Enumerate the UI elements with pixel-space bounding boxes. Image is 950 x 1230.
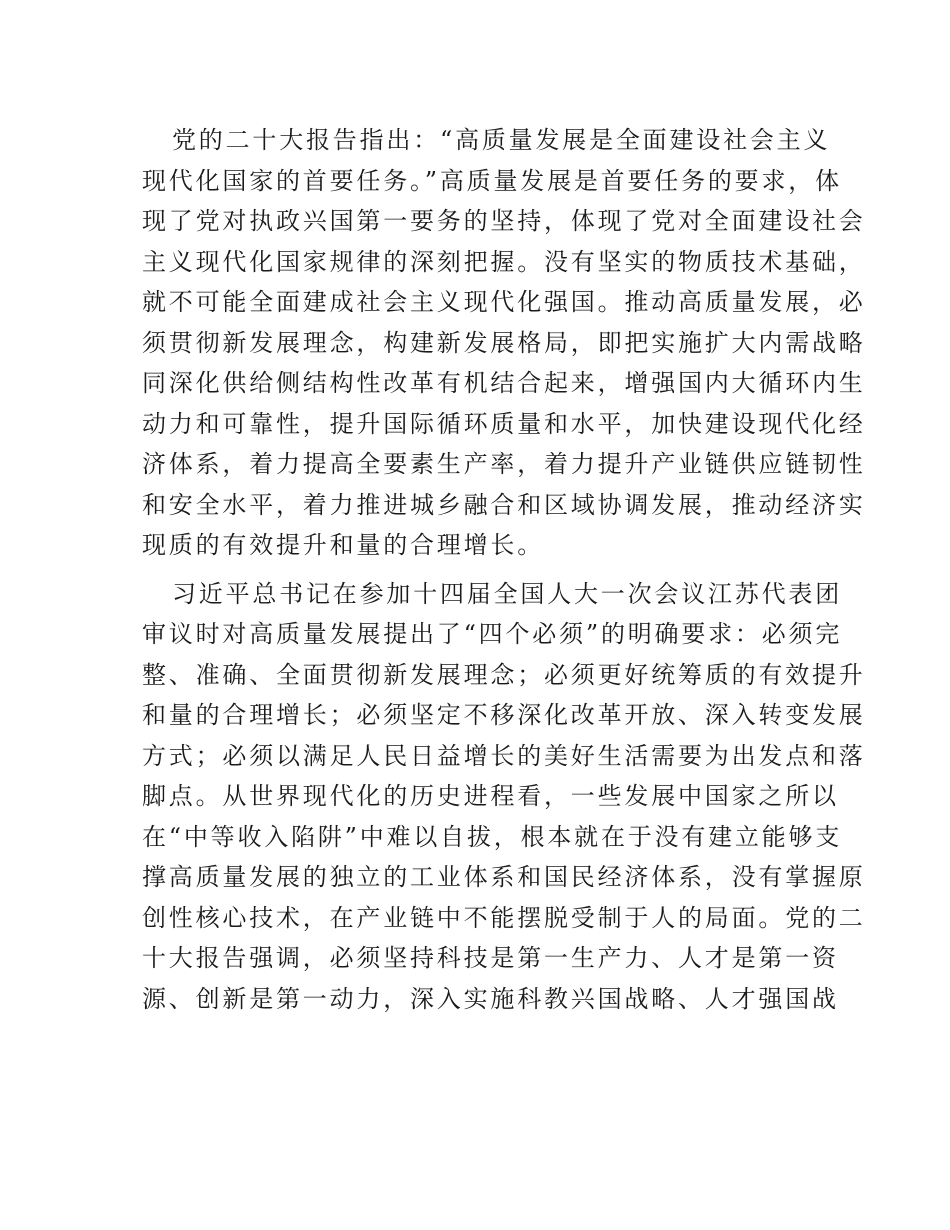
- paragraph-2: [142, 574, 866, 1020]
- text-line: 和量的合理增长；必须坚定不移深化改革开放、深入转变发展: [142, 701, 866, 729]
- text-line: 现质的有效提升和量的合理增长。: [142, 531, 544, 559]
- text-line: 撑高质量发展的独立的工业体系和国民经济体系，没有掌握原: [142, 863, 866, 891]
- text-line: 就不可能全面建成社会主义现代化强国。推动高质量发展，必: [142, 288, 866, 316]
- text-line: 十大报告强调，必须坚持科技是第一生产力、人才是第一资: [142, 944, 839, 972]
- text-line: 在“中等收入陷阱”中难以自拔，根本就在于没有建立能够支: [142, 822, 843, 851]
- text-line: 党的二十大报告指出：“高质量发展是全面建设社会主义: [172, 126, 831, 154]
- text-line: 济体系，着力提高全要素生产率，着力提升产业链供应链韧性: [142, 450, 866, 478]
- text-line: 同深化供给侧结构性改革有机结合起来，增强国内大循环内生: [142, 369, 866, 397]
- text-line: 和安全水平，着力推进城乡融合和区域协调发展，推动经济实: [142, 490, 866, 519]
- text-line: 主义现代化国家规律的深刻把握。没有坚实的物质技术基础，: [142, 247, 866, 276]
- text-line: 整、准确、全面贯彻新发展理念；必须更好统筹质的有效提升: [142, 660, 866, 689]
- text-line: 脚点。从世界现代化的历史进程看，一些发展中国家之所以: [142, 782, 839, 810]
- document-body: [142, 120, 866, 1019]
- text-line: 创性核心技术，在产业链中不能摆脱受制于人的局面。党的二: [142, 903, 866, 932]
- text-line: 方式；必须以满足人民日益增长的美好生活需要为出发点和落: [142, 741, 866, 770]
- text-line: 审议时对高质量发展提出了“四个必须”的明确要求：必须完: [142, 620, 843, 648]
- text-line: 须贯彻新发展理念，构建新发展格局，即把实施扩大内需战略: [142, 328, 866, 357]
- text-line: 源、创新是第一动力，深入实施科教兴国战略、人才强国战: [142, 984, 839, 1013]
- paragraph-1: [142, 120, 866, 566]
- text-line: 现了党对执政兴国第一要务的坚持，体现了党对全面建设社会: [142, 207, 866, 235]
- text-line: 现代化国家的首要任务。”高质量发展是首要任务的要求，体: [142, 166, 842, 195]
- text-line: 习近平总书记在参加十四届全国人大一次会议江苏代表团: [172, 579, 842, 608]
- text-line: 动力和可靠性，提升国际循环质量和水平，加快建设现代化经: [142, 409, 866, 438]
